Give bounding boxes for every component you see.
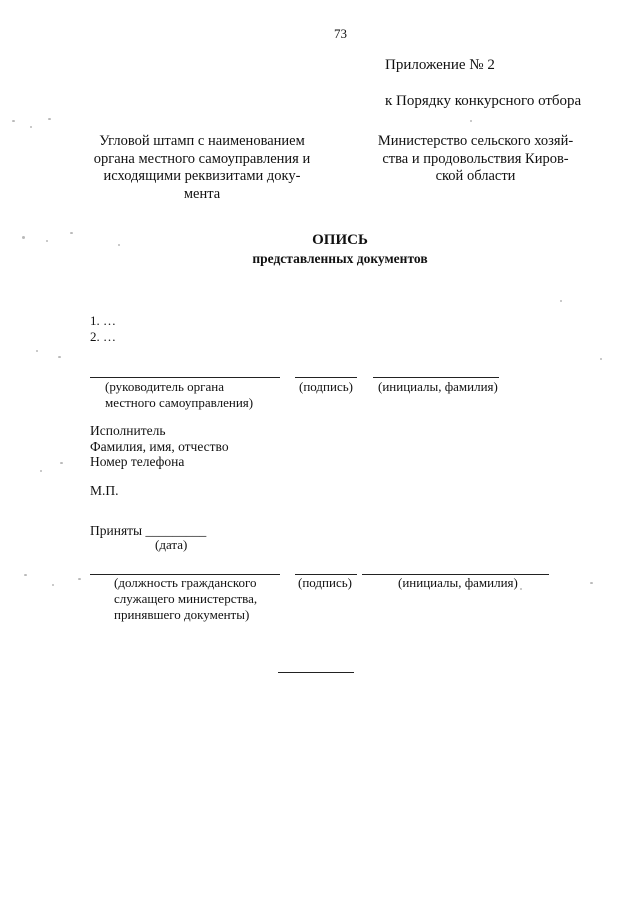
stamp-line: и исходящими реквизитами доку- bbox=[103, 150, 311, 184]
document-title: ОПИСЬ bbox=[312, 232, 368, 248]
official-position-caption: служащего министерства, bbox=[114, 591, 258, 606]
order-reference: к Порядку конкурсного отбора bbox=[385, 93, 582, 109]
document-subtitle: представленных документов bbox=[252, 251, 428, 266]
appendix-label: Приложение № 2 bbox=[385, 57, 495, 73]
position-caption: местного самоуправления) bbox=[105, 395, 254, 410]
signature-caption: (подпись) bbox=[299, 379, 353, 394]
official-position-caption: принявшего документы) bbox=[114, 607, 250, 622]
executor-line: Исполнитель bbox=[90, 423, 166, 438]
stamp-line: Угловой штамп с наименованием bbox=[99, 133, 305, 149]
end-separator bbox=[278, 672, 354, 673]
signature-caption-2: (подпись) bbox=[298, 575, 352, 590]
stamp-line: мента bbox=[183, 185, 221, 202]
list-item: 2. … bbox=[90, 329, 116, 344]
signature-line bbox=[295, 377, 357, 378]
date-caption: (дата) bbox=[155, 537, 188, 552]
seal-placeholder: М.П. bbox=[90, 483, 119, 498]
addressee-line: ства и продовольствия Киров- bbox=[382, 150, 569, 167]
initials-caption: (инициалы, фамилия) bbox=[378, 379, 498, 394]
accepted-label: Приняты _________ bbox=[90, 523, 207, 538]
initials-line bbox=[373, 377, 499, 378]
list-item: 1. … bbox=[90, 313, 116, 328]
corner-stamp-block bbox=[84, 133, 320, 203]
position-signature-line bbox=[90, 377, 280, 378]
executor-line: Номер телефона bbox=[90, 454, 185, 469]
initials-caption-2: (инициалы, фамилия) bbox=[398, 575, 518, 590]
addressee-line: ской области bbox=[435, 168, 516, 184]
addressee-block bbox=[358, 133, 593, 186]
position-caption: (руководитель органа bbox=[105, 379, 225, 394]
stamp-line: органа местного самоуправления bbox=[93, 150, 299, 167]
executor-line: Фамилия, имя, отчество bbox=[90, 439, 229, 454]
page-number: 73 bbox=[334, 26, 347, 41]
official-position-caption: (должность гражданского bbox=[114, 575, 257, 590]
addressee-line: Министерство сельского хозяй- bbox=[377, 133, 574, 149]
